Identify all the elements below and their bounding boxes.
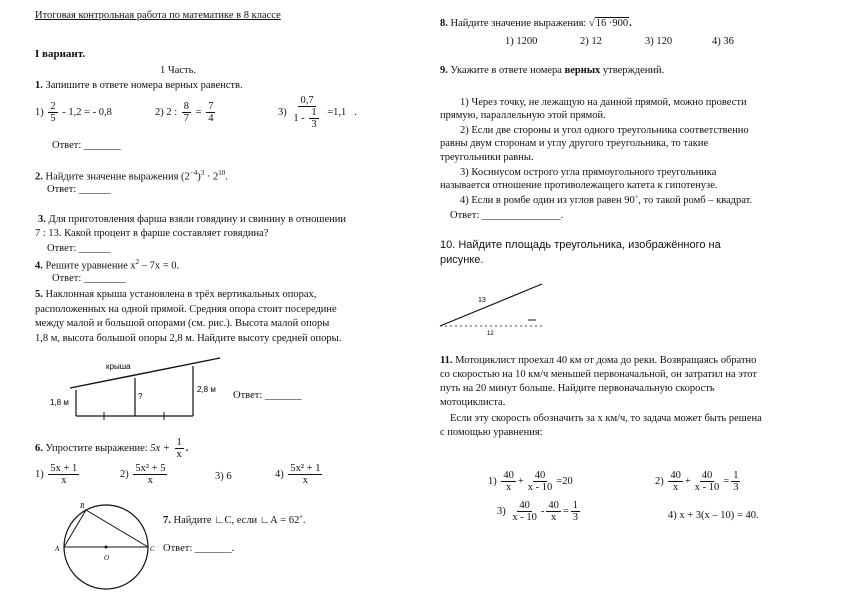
square-root: √16 ·900 <box>588 18 629 29</box>
question-text: – 7x = 0. <box>139 260 180 272</box>
fraction-denominator: x - 10 <box>512 512 537 524</box>
q3-answer[interactable]: Ответ: ______ <box>47 243 111 254</box>
fraction-denominator: 1 - <box>293 112 305 124</box>
q5-line-2: расположенных на одной прямой. Средняя опора стоит посередине <box>35 304 337 315</box>
fraction-denominator: x <box>506 482 512 494</box>
roof-label: крыша <box>106 362 131 371</box>
fraction-numerator: 1 <box>733 470 739 481</box>
question-text: утверждений. <box>602 65 665 76</box>
question-text: Найдите ∟С, если ∟А = 62˚. <box>173 515 306 526</box>
fraction-numerator: 0,7 <box>300 95 314 106</box>
circle-figure <box>55 502 158 595</box>
worksheet-header: Итоговая контрольная работа по математике в 8 классе <box>35 10 281 21</box>
question-10-cont: рисунке. <box>440 254 484 266</box>
q8-option-3: 3) 120 <box>645 36 673 47</box>
triangle-figure <box>438 280 558 340</box>
fraction-numerator: 40 <box>548 500 559 511</box>
expression: 5x + <box>150 442 170 454</box>
operator: + <box>684 475 691 487</box>
q5-answer[interactable]: Ответ: _______ <box>233 390 302 401</box>
q1-option-1 <box>35 101 112 124</box>
punctuation: . <box>629 18 632 29</box>
big-height-label: 2,8 м <box>197 385 216 394</box>
fraction-numerator: 5x² + 5 <box>135 463 166 474</box>
question-number: 6. <box>35 442 43 454</box>
q9-statement-1-cont: прямую, параллельную этой прямой. <box>440 110 606 121</box>
option-number: 4) <box>668 510 677 521</box>
fraction-denominator: x <box>551 512 557 524</box>
fraction-denominator: 5 <box>50 113 56 125</box>
option-number: 1) <box>35 468 44 480</box>
hypotenuse-label: 13 <box>478 297 486 304</box>
option-text: =1,1 <box>327 106 347 118</box>
option-number: 2) <box>655 475 664 487</box>
exponent: 10 <box>218 169 226 177</box>
operator: + <box>517 475 524 487</box>
fraction-numerator: 8 <box>183 101 190 112</box>
radicand: 16 ·900 <box>595 18 629 29</box>
roof-figure <box>40 352 240 427</box>
question-1 <box>35 80 243 93</box>
exponent: 3 <box>200 169 205 177</box>
q7-answer[interactable]: Ответ: _______. <box>163 543 235 554</box>
option-number: 3) <box>497 505 506 517</box>
fraction-denominator: x <box>302 475 309 487</box>
q6-option-2 <box>120 463 169 486</box>
q9-statement-2: 2) Если две стороны и угол одного треугольника соответственно <box>460 125 749 136</box>
q8-option-4: 4) 36 <box>712 36 734 47</box>
question-number: 7. <box>163 515 171 526</box>
q8-option-2: 2) 12 <box>580 36 602 47</box>
question-8 <box>440 18 632 31</box>
question-text: Запишите в ответе номера верных равенств. <box>45 80 243 91</box>
question-text: Найдите значение выражения: <box>450 18 587 29</box>
point-a-label: A <box>55 545 60 553</box>
q1-option-2 <box>155 101 217 124</box>
question-text: Найдите значение выражения (2 <box>45 171 190 183</box>
fraction-numerator: 40 <box>503 470 514 481</box>
point-b-label: B <box>80 502 85 510</box>
option-text: 6 <box>226 471 232 482</box>
equals-sign: = <box>195 106 202 118</box>
fraction-denominator: x - 10 <box>694 482 720 494</box>
fraction-numerator: 1 <box>572 500 579 511</box>
equation-rhs: = <box>562 505 569 517</box>
variant-title: I вариант. <box>35 48 86 60</box>
question-text: Наклонная крыша установлена в трёх вертикальных опорах, <box>45 289 317 300</box>
fraction-denominator: 3 <box>311 119 317 131</box>
fraction-denominator: x - 10 <box>527 482 553 494</box>
q2-answer[interactable]: Ответ: ______ <box>47 184 111 195</box>
question-number: 2. <box>35 171 43 183</box>
q6-option-1 <box>35 463 81 486</box>
question-number: 9. <box>440 65 448 76</box>
q11-equation-3 <box>497 500 582 523</box>
option-number: 2) <box>120 468 129 480</box>
question-text-emphasis: верных <box>564 65 601 76</box>
fraction-denominator: x <box>673 482 679 494</box>
fraction-numerator: 1 <box>176 437 182 448</box>
q11-line-4: мотоциклиста. <box>440 397 506 408</box>
q9-statement-1: 1) Через точку, не лежащую на данной прямой, можно провести <box>460 97 747 108</box>
equation-text: x + 3(x – 10) = 40. <box>679 510 759 521</box>
fraction-numerator: 5x² + 1 <box>290 463 321 474</box>
question-10: 10. Найдите площадь треугольника, изображённого на <box>440 239 721 251</box>
q6-option-3 <box>215 471 232 484</box>
fraction-numerator: 7 <box>208 101 214 112</box>
fraction-numerator: 1 <box>311 107 317 119</box>
equation-rhs: = <box>723 475 730 487</box>
q9-statement-3-cont: называется отношение противолежащего катета к гипотенузе. <box>440 180 718 191</box>
question-text: Для приготовления фарша взяли говядину и свинину в отношении <box>48 214 346 225</box>
q5-line-3: между малой и большой опорами (см. рис.). Высота малой опоры <box>35 318 330 329</box>
q3-line-2: 7 : 13. Какой процент в фарше составляет говядина? <box>35 228 269 239</box>
option-number: 2) <box>155 106 164 118</box>
q9-statement-3: 3) Косинусом острого угла прямоугольного треугольника <box>460 167 717 178</box>
point-c-label: C <box>150 545 155 553</box>
q11-line-3: путь на 20 минут больше. Найдите первоначальную скорость <box>440 383 715 394</box>
roof-line <box>70 358 220 388</box>
question-6: 6. Упростите выражение: 5x + $\frac{1}{x}$ . <box>35 437 189 461</box>
question-text: Мотоциклист проехал 40 км от дома до реки. Возвращаясь обратно <box>455 355 757 366</box>
q6-option-4 <box>275 463 324 486</box>
question-text: Решите уравнение x <box>45 260 136 272</box>
question-number: 5. <box>35 289 43 300</box>
q1-option-3 <box>278 95 357 130</box>
center-point <box>105 546 108 549</box>
q5-line-4: 1,8 м, высота большой опоры 2,8 м. Найдите высоту средней опоры. <box>35 333 342 344</box>
punctuation: . <box>225 171 228 183</box>
q11-equation-2 <box>655 470 742 493</box>
question-11 <box>440 355 756 368</box>
fraction-denominator: x <box>147 475 154 487</box>
option-number: 4) <box>275 468 284 480</box>
fraction-denominator: x <box>176 449 182 461</box>
q11-line-2: со скоростью на 10 км/ч меньшей первоначальной, он затратил на этот <box>440 369 757 380</box>
equation-rhs: =20 <box>556 475 573 487</box>
option-number: 3) <box>278 106 287 118</box>
option-text: - 1,2 = - 0,8 <box>62 106 112 118</box>
question-7 <box>163 515 305 528</box>
option-number: 1) <box>488 475 497 487</box>
question-number: 4. <box>35 260 43 272</box>
q9-statement-2-cont: равны двум сторонам и углу другого треугольника, то такие <box>440 138 709 149</box>
chord-bc <box>86 510 148 547</box>
fraction-denominator: x <box>61 475 67 487</box>
unknown-height-label: ? <box>138 392 143 401</box>
fraction-numerator: 2 <box>50 101 56 112</box>
question-text: Укажите в ответе номера <box>450 65 562 76</box>
question-5 <box>35 289 316 302</box>
fraction-denominator: 7 <box>183 113 190 125</box>
q9-answer[interactable]: Ответ: _______________. <box>450 210 564 221</box>
q9-statement-2-end: треугольники равны. <box>440 152 534 163</box>
question-text: · 2 <box>204 171 219 183</box>
punctuation: . <box>354 106 357 118</box>
question-2 <box>35 169 228 184</box>
hypotenuse <box>440 284 542 326</box>
question-3 <box>38 214 346 227</box>
question-number: 3. <box>38 214 46 225</box>
chord-ab <box>64 510 86 547</box>
fraction-numerator: 5x + 1 <box>50 463 78 474</box>
q4-answer[interactable]: Ответ: ________ <box>52 273 126 284</box>
point-o-label: O <box>104 554 110 562</box>
option-number: 1) <box>35 106 44 118</box>
operator: - <box>540 505 545 517</box>
fraction-numerator: 40 <box>534 470 546 481</box>
question-4 <box>35 258 179 273</box>
question-text: Упростите выражение: <box>45 442 148 454</box>
q11-line-5: Если эту скорость обозначить за x км/ч, то задача может быть решена <box>450 413 762 424</box>
q11-line-6: с помощью уравнения: <box>440 427 543 438</box>
part-title: 1 Часть. <box>160 65 197 76</box>
fraction-denominator: 4 <box>208 113 214 125</box>
fraction-numerator: 40 <box>519 500 530 511</box>
option-text: 2 : <box>166 106 178 118</box>
question-number: 8. <box>440 18 448 29</box>
leg-label: 12 <box>487 331 494 337</box>
question-number: 1. <box>35 80 43 91</box>
option-number: 3) <box>215 471 224 482</box>
fraction-denominator: 3 <box>572 512 579 524</box>
question-9 <box>440 65 664 78</box>
q1-answer[interactable]: Ответ: _______ <box>52 140 121 151</box>
fraction-numerator: 40 <box>701 470 713 481</box>
exponent: 2 <box>135 258 140 266</box>
q8-option-1: 1) 1200 <box>505 36 538 47</box>
bracket: ) <box>197 171 201 183</box>
q11-equation-4 <box>668 510 759 523</box>
q11-equation-1 <box>488 470 573 493</box>
question-number: 11. <box>440 355 453 366</box>
fraction-denominator: 3 <box>733 482 739 494</box>
small-height-label: 1,8 м <box>50 398 69 407</box>
q9-statement-4: 4) Если в ромбе один из углов равен 90˚, то такой ромб – квадрат. <box>460 195 753 206</box>
fraction-numerator: 40 <box>670 470 681 481</box>
exponent: −4 <box>189 169 198 177</box>
